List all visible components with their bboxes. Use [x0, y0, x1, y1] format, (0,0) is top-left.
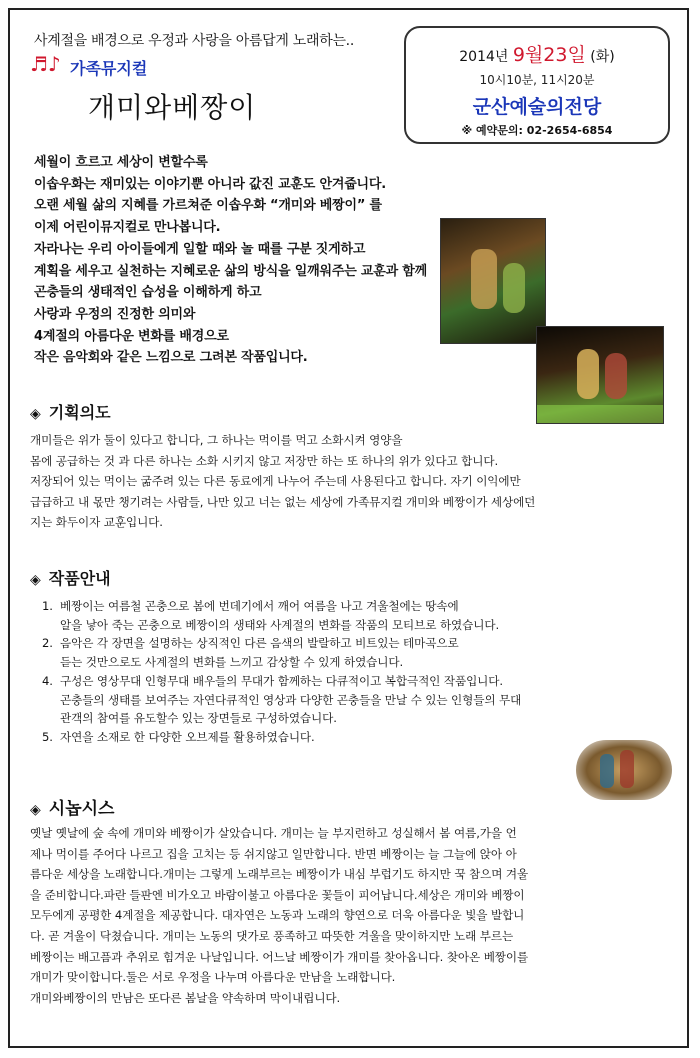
tagline: 사계절을 배경으로 우정과 사랑을 아름답게 노래하는..: [34, 33, 354, 49]
planning-line: 몸에 공급하는 것 과 다른 하나는 소화 시키지 않고 저장만 하는 또 하나의 위가 있다고 합니다.: [30, 453, 499, 468]
venue: 군산예술의전당: [472, 96, 602, 118]
synopsis-line: 베짱이는 배고픔과 추위로 힘겨운 나날입니다. 어느날 베짱이가 개미를 찾아옵니다. 찾아온 베짱이를: [30, 949, 529, 964]
contact-info: ※ 예약문의: 02-2654-6854: [461, 124, 613, 137]
list-line: 듣는 것만으로도 사계절의 변화를 느끼고 감상할 수 있게 하였습니다.: [60, 655, 404, 670]
synopsis-line: 름다운 세상을 노래합니다.개미는 그렇게 노래부르는 베짱이가 내심 부럽기도 하지만 꾹 참으며 겨울: [30, 867, 529, 882]
genre-label: 가족뮤지컬: [70, 59, 148, 78]
diamond-bullet-icon: ◈: [30, 802, 41, 818]
intro-line: 곤충들의 생태적인 습성을 이해하게 하고: [34, 285, 262, 301]
guide-heading: [30, 566, 111, 589]
list-line: 자연을 소재로 한 다양한 오브제를 활용하였습니다.: [60, 729, 315, 744]
performance-info-box: [404, 26, 670, 144]
list-item: [42, 728, 521, 747]
list-line: 구성은 영상무대 인형무대 배우들의 무대가 함께하는 다큐적이고 복합극적인 작품입니다.: [60, 673, 503, 688]
planning-body: [30, 430, 535, 533]
synopsis-heading: [30, 794, 114, 819]
list-number: 2.: [42, 636, 53, 651]
stage-photo-3: [576, 740, 672, 800]
guide-list: [42, 597, 521, 747]
planning-line: 급급하고 내 몫만 챙기려는 사람들, 나만 있고 너는 없는 세상에 가족뮤지컬 개미와 베짱이가 세상에던: [30, 494, 536, 509]
intro-line: 이솝우화는 재미있는 이야기뿐 아니라 값진 교훈도 안겨줍니다.: [34, 176, 387, 192]
planning-heading: [30, 400, 111, 423]
list-number: 1.: [42, 599, 53, 613]
list-line: 관객의 참여를 유도할수 있는 장면들로 구성하였습니다.: [60, 711, 337, 726]
synopsis-body: [30, 823, 676, 1008]
list-line: 곤충들의 생태를 보여주는 자연다큐적인 영상과 다양한 곤충들을 만날 수 있는 인형들의 무대: [60, 692, 522, 707]
show-times: 10시10분, 11시20분: [479, 73, 595, 87]
list-line: 베짱이는 여름철 곤충으로 봄에 번데기에서 깨어 여름을 나고 겨울철에는 땅속에: [60, 599, 459, 613]
intro-text: [34, 152, 427, 369]
list-item: [42, 597, 521, 634]
planning-line: 저장되어 있는 먹이는 굶주려 있는 다른 동료에게 나누어 주는데 사용된다고 합니다. 자기 이익에만: [30, 474, 521, 488]
intro-line: 4계절의 아름다운 변화를 배경으로: [34, 328, 229, 344]
intro-line: 오랜 세월 삶의 지혜를 가르쳐준 이솝우화 “개미와 베짱이” 를: [34, 198, 382, 214]
synopsis-line: 개미가 맞이합니다.둘은 서로 우정을 나누며 아름다운 만남을 노래합니다.: [30, 970, 396, 985]
synopsis-line: 개미와베짱이의 만남은 또다른 봄날을 약속하며 막이내립니다.: [30, 990, 341, 1005]
diamond-bullet-icon: ◈: [30, 572, 41, 588]
list-line: 알을 낳아 죽는 곤충으로 베짱이의 생태와 사계절의 변화를 작품의 모티브로 하였습니다.: [60, 617, 500, 632]
stage-photo-2: [536, 326, 664, 424]
list-number: 5.: [42, 729, 53, 744]
synopsis-line: 다. 곧 겨울이 닥쳤습니다. 개미는 노동의 댓가로 풍족하고 따뜻한 겨울을 맞이하지만 노래 부르는: [30, 928, 514, 943]
intro-line: 작은 음악회와 같은 느낌으로 그려본 작품입니다.: [34, 350, 308, 366]
intro-line: 세월이 흐르고 세상이 변할수록: [34, 155, 208, 170]
stage-photo-1: [440, 218, 546, 344]
list-number: 4.: [42, 673, 53, 688]
diamond-bullet-icon: ◈: [30, 406, 41, 422]
synopsis-line: 모두에게 공평한 4계절을 제공합니다. 대자연은 노동과 노래의 향연으로 더욱 아름다운 빛을 발합니: [30, 908, 525, 923]
list-item: [42, 634, 521, 671]
synopsis-line: 제나 먹이를 주어다 나르고 집을 고치는 등 쉬지않고 일만합니다. 반면 베짱이는 늘 그늘에 앉아 아: [30, 846, 517, 861]
page-title: 개미와베짱이: [88, 91, 257, 124]
intro-line: 사랑과 우정의 진정한 의미와: [34, 306, 196, 322]
date: 9월23일: [512, 44, 586, 66]
synopsis-line: 옛날 옛날에 숲 속에 개미와 베짱이가 살았습니다. 개미는 늘 부지런하고 성실해서 봄 여름,가을 언: [30, 826, 517, 840]
intro-line: 계획을 세우고 실천하는 지혜로운 삶의 방식을 일깨워주는 교훈과 함께: [34, 263, 427, 279]
weekday: (화): [590, 49, 615, 65]
list-item: [42, 672, 521, 728]
intro-line: 이제 어린이뮤지컬로 만나봅니다.: [34, 220, 221, 236]
planning-line: 개미들은 위가 둘이 있다고 합니다, 그 하나는 먹이를 먹고 소화시켜 영양을: [30, 433, 403, 447]
intro-line: 자라나는 우리 아이들에게 일할 때와 놀 때를 구분 짓게하고: [34, 241, 366, 257]
performance-date: [406, 40, 668, 67]
guide-heading-text: 작품안내: [48, 569, 111, 588]
year: 2014년: [459, 49, 509, 65]
planning-line: 지는 화두이자 교훈입니다.: [30, 515, 163, 529]
music-notes-icon: ♬♪: [30, 52, 61, 76]
synopsis-heading-text: 시놉시스: [48, 799, 115, 819]
planning-heading-text: 기획의도: [48, 403, 111, 422]
list-line: 음악은 각 장면을 설명하는 상직적인 다른 음색의 발랄하고 비트있는 테마곡으로: [60, 636, 459, 651]
synopsis-line: 을 준비합니다.파란 들판엔 비가오고 바람이불고 아름다운 꽃들이 피어납니다.세상은 개미와 베짱이: [30, 887, 525, 902]
